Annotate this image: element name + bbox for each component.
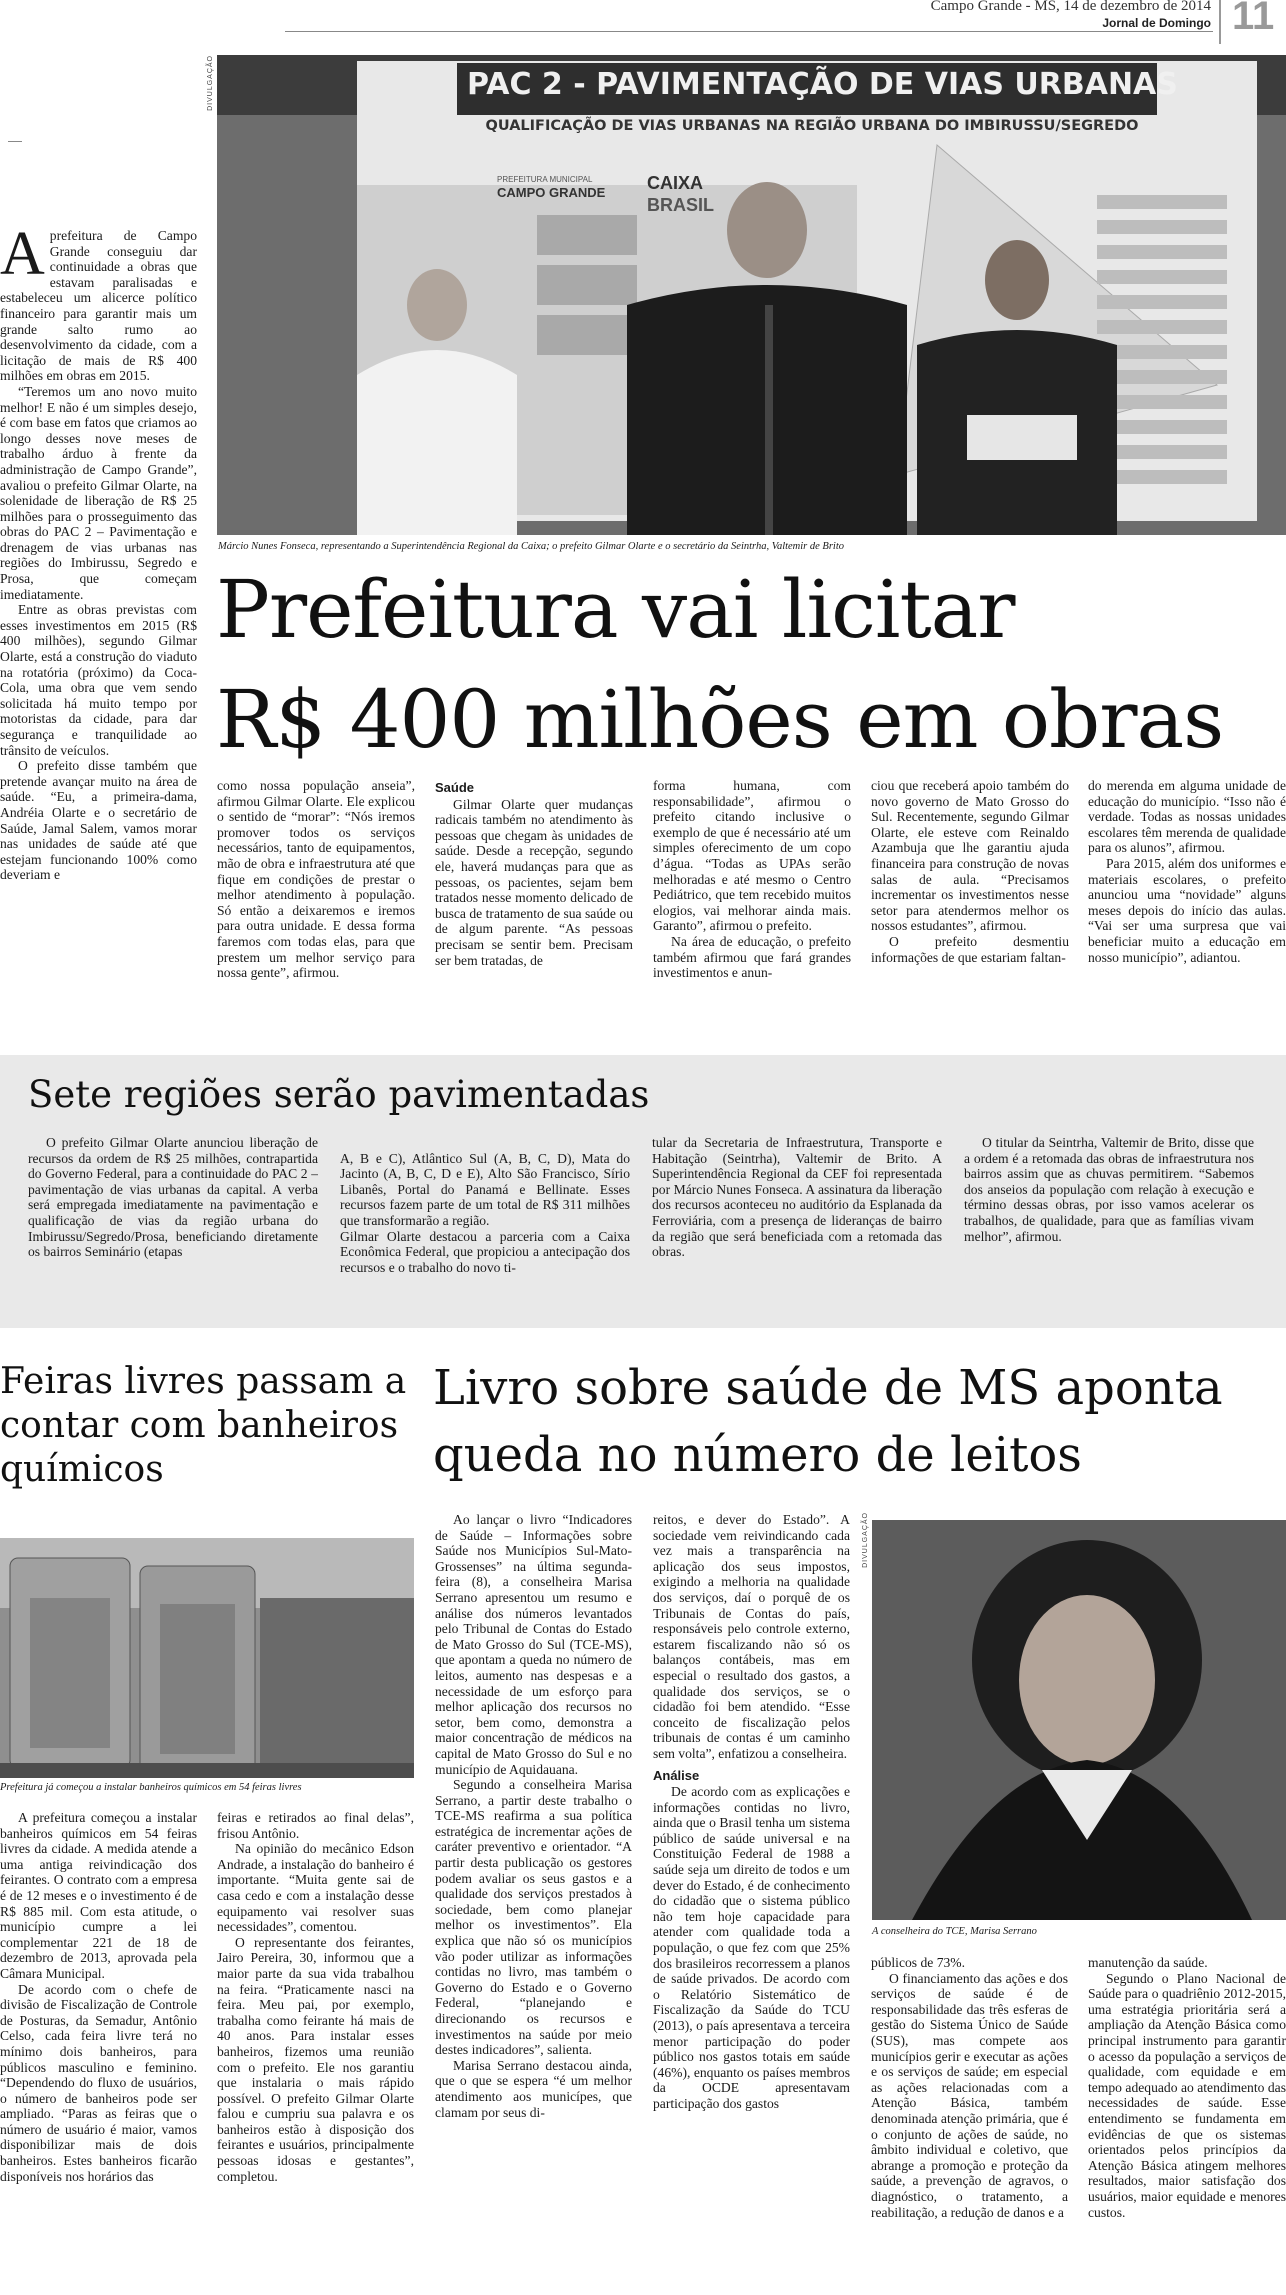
feiras-column-1: A prefeitura começou a instalar banheiros químicos em 54 feiras livres da cidade. A medida atende a uma antiga reivindicação dos feirantes. O contrato com a empresa é de 12 meses e o investimento é de R$ 885 mil. Com esta atitude, o município cumpre a lei complementar 221 de 18 de dezembro de 2013, aprovada pela Câmara Municipal. De acordo com o chefe de divisão de Fiscalização de Controle de Posturas, da Semadur, Antônio Celso, cada feira livre terá no mínimo dois banheiros, para públicos masculino e feminino. “Dependendo do fluxo de usuários, o número de banheiros pode ser ampliado. “Paras as feiras que o número de usuário é maior, vamos disponibilizar mais de dois banheiros. Estes banheiros ficarão disponíveis nos horários das bbox=[0, 1810, 197, 2184]
header-location-date: Campo Grande - MS, 14 de dezembro de 2014 bbox=[930, 0, 1211, 14]
board-title: PAC 2 - PAVIMENTAÇÃO DE VIAS URBANAS bbox=[467, 67, 1178, 102]
subhead-saude: Saúde bbox=[435, 780, 475, 795]
top-headline-line2: R$ 400 milhões em obras bbox=[216, 673, 1224, 766]
sidebar-title: Sete regiões serão pavimentadas bbox=[28, 1073, 650, 1116]
livro-column-4: manutenção da saúde. Segundo o Plano Nacional de Saúde para o quadriênio 2012-2015, uma estratégia prioritária será a ampliação da Atenção Básica como principal instrumento para garantir o acesso da população a serviços de qualidade, com equidade e em tempo adequado ao atendimento das necessidades de saúde. Esse entendimento se fundamenta em evidências de que os sistemas orientados pelos princípios da Atenção Básica atingem melhores resultados, maior satisfação dos usuários, maior equidade e menores custos. bbox=[1088, 1955, 1286, 2220]
feiras-caption: Prefeitura já começou a instalar banheiros químicos em 54 feiras livres bbox=[0, 1782, 302, 1793]
livro-column-2: reitos, e dever do Estado”. A sociedade vem reivindicando cada vez mais a transparência na aplicação dos seus impostos, exigindo a melhoria na qualidade dos serviços, daí o porquê de os Tribunais de Contas do país, responsáveis pelo controle externo, estarem fiscalizando não só os balanços contábeis, mas em especial o resultado dos gastos, a qualidade dos serviços, se o cidadão foi bem atendido. “Esse conceito de fiscalização pelos tribunais de contas é um caminho sem volta”, enfatizou a conselheira. Análise De acordo com as explicações e informações contidas no livro, ainda que o Brasil tenha um sistema público de saúde universal e na Constituição Federal de 1988 a saúde seja um direito de todos e um dever do Estado, é de conhecimento do cidadão que o sistema público não tem hoje capacidade para atender com qualidade toda a população, o que fez com que 25% dos brasileiros recorressem a planos de saúde privados. De acordo com o Relatório Sistemático de Fiscalização da Saúde do TCU (2013), o país apresentava a terceira menor participação do poder público nos gastos totais em saúde (46%), enquanto os países membros da OCDE apresentavam participação dos gastos bbox=[653, 1512, 850, 2111]
board-subtitle: QUALIFICAÇÃO DE VIAS URBANAS NA REGIÃO URBANA DO IMBIRUSSU/SEGREDO bbox=[485, 118, 1139, 134]
header-divider bbox=[1219, 0, 1221, 44]
board-logo-prefeitura: CAMPO GRANDE bbox=[497, 185, 606, 200]
sidebar-box bbox=[0, 1055, 1286, 1328]
livro-headline-line2: queda no número de leitos bbox=[433, 1427, 1082, 1483]
feiras-photo-image bbox=[0, 1538, 414, 1778]
left-rule bbox=[8, 141, 22, 142]
photo-credit-bottom: DIVULGAÇÃO bbox=[862, 1512, 869, 1568]
sidebar-column-2: A, B e C), Atlântico Sul (A, B, C, D), Mata do Jacinto (A, B, C, D e E), Alto São Francisco, Sírio Libanês, Portal do Panamá e Bellinate. Esses recursos fazem parte de um total de R$ 311 milhões que transformarão a região. Gilmar Olarte destacou a parceria com a Caixa Econômica Federal, que propiciou a antecipação dos recursos e o trabalho do novo ti- bbox=[340, 1150, 630, 1275]
top-story-column-2: Saúde Gilmar Olarte quer mudanças radicais também no atendimento às pessoas que chegam às unidades de saúde. Desde a recepção, segundo ele, haverá mudanças para que as pessoas, os pacientes, sejam bem tratados nesse momento delicado de busca de tratamento de sua saúde ou de algum parente. “As pessoas precisam se sentir bem. Precisam ser bem tratadas, de bbox=[435, 780, 633, 968]
board-logo-caixa: CAIXA bbox=[647, 173, 704, 193]
livro-headline-line1: Livro sobre saúde de MS aponta bbox=[433, 1360, 1223, 1416]
top-story-lead-paragraph: Aprefeitura de Campo Grande conseguiu dar continuidade a obras que estavam paralisadas e estabeleceu um alicerce político financeiro para garantir mais um grande salto rumo ao desenvolvimento da cidade, com a licitação de mais de R$ 400 milhões em obras em 2015. bbox=[0, 228, 197, 384]
drop-cap: A bbox=[0, 228, 45, 288]
top-story-paragraph: O prefeito disse também que pretende avançar muito na área de saúde. “Eu, a primeira-dama, Andréia Olarte e o secretário de Saúde, Jamal Salem, vamos morar nas unidades de saúde até que estejam funcionando 100% como deveriam e bbox=[0, 758, 197, 883]
feiras-column-2: feiras e retirados ao final delas”, frisou Antônio. Na opinião do mecânico Edson Andrade, a instalação do banheiro é importante. “Muita gente sai de casa cedo e com a instalação desse equipamento vai resolver suas necessidades”, comentou. O representante dos feirantes, Jairo Pereira, 30, informou que a maior parte da sua vida trabalhou na feira. “Praticamente nasci na feira. Meu pai, por exemplo, trabalha como feirante há mais de 40 anos. Para instalar esses banheiros, fizemos uma reunião com o prefeito. Ele nos garantiu que instalaria o mais rápido possível. O prefeito Gilmar Olarte falou e cumpriu sua palavra e os banheiros estão à disposição dos feirantes e usuários, principalmente pessoas idosas e gestantes”, completou. bbox=[217, 1810, 414, 2184]
marisa-caption: A conselheira do TCE, Marisa Serrano bbox=[872, 1926, 1037, 1937]
subhead-analise: Análise bbox=[653, 1767, 700, 1783]
sidebar-column-4: O titular da Seintrha, Valtemir de Brito, disse que a ordem é a retomada das obras de infraestrutura nos bairros assim que as chuvas permitirem. “Sabemos dos anseios da população com relação à execução e término dessas obras, por isso vamos acelerar os trabalhos, de qualidade, para que as famílias vivam melhor”, afirmou. bbox=[964, 1135, 1254, 1244]
board-logo-brasil: BRASIL bbox=[647, 195, 714, 215]
marisa-photo bbox=[872, 1520, 1286, 1920]
top-photo bbox=[217, 55, 1286, 535]
top-headline-line1: Prefeitura vai licitar bbox=[216, 563, 1015, 656]
board-logo-prefeitura-small: PREFEITURA MUNICIPAL bbox=[497, 175, 593, 184]
top-story-paragraph: “Teremos um ano novo muito melhor! E não é um simples desejo, é com base em fatos que criamos ao longo desses nove meses de trabalho árduo à frente da administração de Campo Grande”, avaliou o prefeito Gilmar Olarte, na solenidade de liberação de R$ 25 milhões para o prosseguimento das obras do PAC 2 – Pavimentação e drenagem de vias urbanas nas regiões do Imbirussu, Segredo e Prosa, que começam imediatamente. bbox=[0, 383, 197, 602]
marisa-photo-image bbox=[872, 1520, 1286, 1920]
photo-credit-top: DIVULGAÇÃO bbox=[207, 55, 214, 111]
header-publication: Jornal de Domingo bbox=[1102, 16, 1211, 30]
livro-column-1: Ao lançar o livro “Indicadores de Saúde – Informações sobre Saúde nos Municípios Sul-Mato-Grossenses” na última segunda-feira (8), a conselheira Marisa Serrano apresentou um resumo e análise dos números levantados pelo Tribunal de Contas do Estado de Mato Grosso do Sul (TCE-MS), que apontam a queda no número de leitos, aumento nas despesas e a necessidade de um esforço para melhor aplicação dos recursos no setor, bem como, demonstra a maior concentração de médicos na capital de Mato Grosso do Sul e no município de Aquidauana. Segundo a conselheira Marisa Serrano, a partir deste trabalho o TCE-MS reafirma a sua política estratégica de incrementar ações de caráter preventivo e orientador. “A partir desta publicação os gestores podem avaliar os seus gastos e a qualidade dos serviços prestados à sociedade, bem como planejar melhor os investimentos”. Ela explica que não só os municípios vão poder utilizar as informações contidas no livro, mas também o Governo do Estado e o Governo Federal, “planejando e direcionando os recursos e investimentos na saúde por meio destes indicadores”, salienta. Marisa Serrano destacou ainda, que o que se espera “é um melhor atendimento aos municípes, que clamam por seus di- bbox=[435, 1512, 632, 2120]
feiras-headline: Feiras livres passam a contar com banheiros químicos bbox=[0, 1361, 407, 1490]
livro-column-3: públicos de 73%. O financiamento das ações e dos serviços de saúde é de responsabilidade das três esferas de gestão do Sistema Único de Saúde (SUS), mas compete aos municípios gerir e executar as ações e os serviços de saúde; em especial as ações relacionadas com a Atenção Básica, também denominada atenção primária, que é o conjunto de ações de saúde, no âmbito individual e coletivo, que abrange a promoção e proteção da saúde, a prevenção de agravos, o diagnóstico, o tratamento, a reabilitação, a redução de danos e a bbox=[871, 1955, 1068, 2220]
top-story-column-4: ciou que receberá apoio também do novo governo de Mato Grosso do Sul. Recentemente, segundo Gilmar Olarte, ele esteve com Reinaldo Azambuja que lhe garantiu ajuda financeira para construção de novas salas de aula. “Precisamos incrementar os investimentos nesse setor para atendermos melhor os nossos estudantes”, afirmou. O prefeito desmentiu informações de que estariam faltan- bbox=[871, 778, 1069, 965]
sidebar-column-3: tular da Secretaria de Infraestrutura, Transporte e Habitação (Seintrha), Valtemir de Brito. A Superintendência Regional da CEF foi representada por Márcio Nunes Fonseca. A assinatura da liberação dos recursos aconteceu no auditório da Esplanada da Ferroviária, com a presença de lideranças de bairro da região que será beneficiada com a retomada das obras. bbox=[652, 1135, 942, 1260]
top-story-paragraph: Entre as obras previstas com esses investimentos em 2015 (R$ 400 milhões), segundo Gilmar Olarte, está a construção do viaduto na rotatória (próximo) da Coca-Cola, uma obra que vem sendo solicitada há muito tempo por motoristas da cidade, para dar segurança e tranquilidade ao trânsito de veículos. bbox=[0, 602, 197, 758]
top-story-column-3: forma humana, com responsabilidade”, afirmou o prefeito citando inclusive o exemplo de que é necessário até um simples oferecimento de um copo d’água. “Todas as UPAs serão melhoradas e até mesmo o Centro Pediátrico, que tem recebido muitos elogios, vai melhorar ainda mais. Garanto”, afirmou o prefeito. Na área de educação, o prefeito também afirmou que fará grandes investimentos e anun- bbox=[653, 778, 851, 981]
top-story-column-5: do merenda em alguma unidade de educação do município. “Isso não é verdade. Todas as nossas unidades escolares têm merenda de qualidade para os alunos”, afirmou. Para 2015, além dos uniformes e materiais escolares, o prefeito anunciou uma “novidade” alguns meses depois do início das aulas. “Vai ser uma surpresa que vai beneficiar muito a educação em nosso município”, adiantou. bbox=[1088, 778, 1286, 965]
sidebar-column-1: O prefeito Gilmar Olarte anunciou liberação de recursos da ordem de R$ 25 milhões, contrapartida do Governo Federal, para a continuidade do PAC 2 – pavimentação de vias urbanas da capital. A verba será empregada imediatamente na pavimentação e qualificação de vias da região urbana do Imbirussu/Segredo/Prosa, beneficiando diretamente os bairros Seminário (etapas bbox=[28, 1135, 318, 1260]
top-photo-caption: Márcio Nunes Fonseca, representando a Superintendência Regional da Caixa; o prefeito Gilmar Olarte e o secretário da Seintrha, Valtemir de Brito bbox=[218, 541, 845, 552]
page-number: 11 bbox=[1232, 0, 1275, 38]
top-story-column-1: como nossa população anseia”, afirmou Gilmar Olarte. Ele explicou o sentido de “morar”: “Nós iremos promover todos os serviços necessários, tanto de equipamentos, mão de obra e infraestrutura até que fique em condições de prestar o melhor atendimento à população. Só então a deixaremos e iremos para outra unidade. E dessa forma faremos com todas elas, para que prestem um melhor serviço para nossa gente”, afirmou. bbox=[217, 778, 415, 981]
header-rule bbox=[285, 31, 1213, 32]
feiras-photo bbox=[0, 1538, 414, 1778]
top-story-left-column bbox=[0, 228, 197, 1043]
